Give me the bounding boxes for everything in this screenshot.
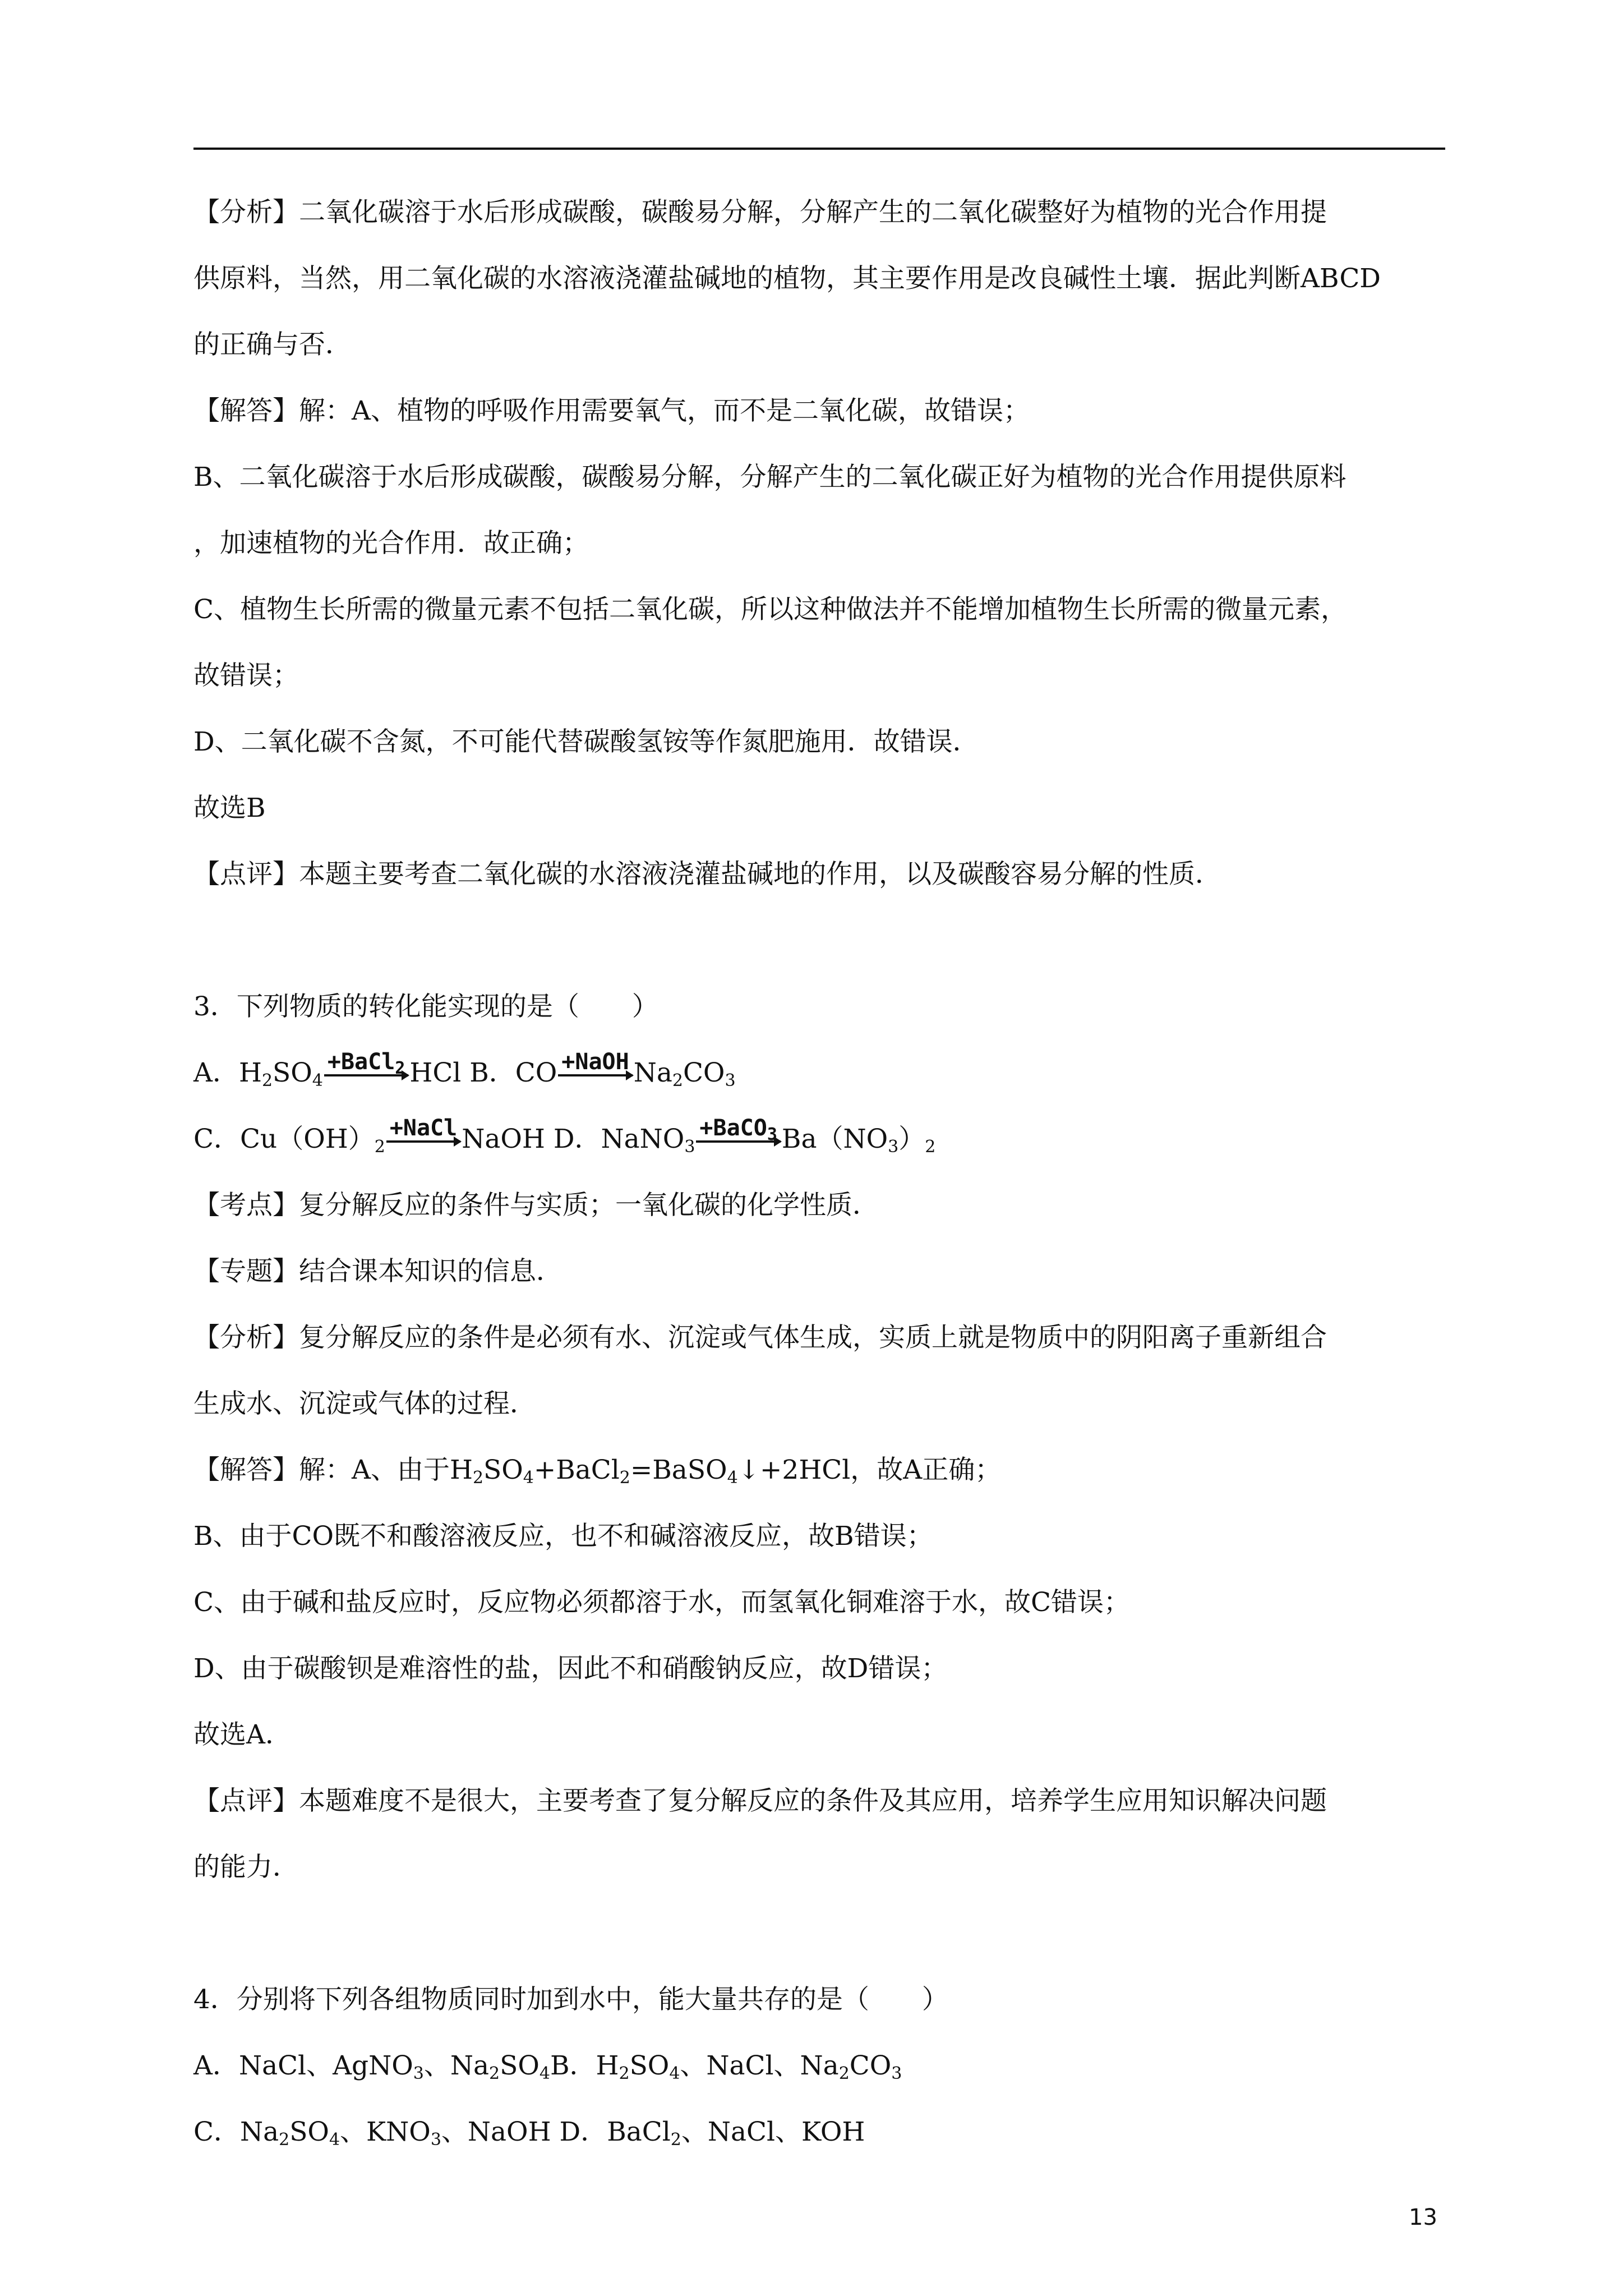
question-3-options-ab: A．$H_2SO_4$ +BaCl$_2$ HCl B．CO +NaOH $Na_2CO_3$	[193, 1049, 736, 1091]
answer-choice: 故选B	[193, 793, 266, 823]
reaction-arrow-c: +NaCl	[386, 1128, 460, 1155]
spacer	[193, 1901, 1445, 1967]
question-3-comment-1: 【点评】本题难度不是很大，主要考查了复分解反应的条件及其应用，培养学生应用知识解决问题	[193, 1786, 1327, 1816]
solution-line-c2: 故错误；	[193, 660, 299, 691]
question-3-zhuanti: 【专题】结合课本知识的信息．	[193, 1256, 562, 1287]
question-3-choice: 故选A．	[193, 1719, 292, 1750]
solution-line-c1: C、植物生长所需的微量元素不包括二氧化碳，所以这种做法并不能增加植物生长所需的微量元素，	[193, 594, 1347, 625]
solution-line-b2: ，加速植物的光合作用．故正确；	[193, 528, 589, 559]
spacer	[193, 908, 1445, 974]
analysis-line-3: 的正确与否．	[193, 329, 352, 360]
question-3-solution-a: 【解答】解：A、由于$H_2SO_4+BaCl_2=BaSO_4↓+2HCl$，故A正确；	[193, 1455, 1002, 1488]
reaction-arrow-d: +BaCO$_3$	[696, 1128, 780, 1155]
page-number: 13	[1409, 2205, 1437, 2230]
question-3-kaodian: 【考点】复分解反应的条件与实质；一氧化碳的化学性质．	[193, 1190, 879, 1221]
question-3-options-cd: C．$Cu(OH)_2$ +NaCl NaOH D．NaNO$_3$ +BaCO$_3$ $Ba(NO_3)_2$	[193, 1115, 936, 1157]
analysis-line-1: 【分析】二氧化碳溶于水后形成碳酸，碳酸易分解，分解产生的二氧化碳整好为植物的光合作用提	[193, 197, 1327, 228]
question-3-analysis-2: 生成水、沉淀或气体的过程．	[193, 1388, 536, 1419]
reaction-arrow-a: +BaCl$_2$	[324, 1062, 408, 1089]
question-3-stem: 3．下列物质的转化能实现的是（ ）	[193, 991, 658, 1022]
reaction-arrow-b: +NaOH	[558, 1062, 632, 1089]
question-4-stem: 4．分别将下列各组物质同时加到水中，能大量共存的是（ ）	[193, 1984, 948, 2015]
question-3-analysis-1: 【分析】复分解反应的条件是必须有水、沉淀或气体生成，实质上就是物质中的阴阳离子重新组合	[193, 1322, 1327, 1353]
question-3-solution-b: B、由于CO既不和酸溶液反应，也不和碱溶液反应，故B错误；	[193, 1521, 933, 1552]
question-3-solution-c: C、由于碱和盐反应时，反应物必须都溶于水，而氢氧化铜难溶于水，故C错误；	[193, 1587, 1130, 1618]
question-4-options-cd: C．$Na_2SO_4$、$KNO_3$、NaOH D．BaCl$_2$、NaCl、KOH	[193, 2116, 865, 2150]
solution-line-d: D、二氧化碳不含氮，不可能代替碳酸氢铵等作氮肥施用．故错误．	[193, 726, 979, 757]
question-3-solution-d: D、由于碳酸钡是难溶性的盐，因此不和硝酸钠反应，故D错误；	[193, 1653, 948, 1684]
question-3-comment-2: 的能力．	[193, 1852, 299, 1883]
page-content	[193, 180, 1445, 2165]
analysis-line-2: 供原料，当然，用二氧化碳的水溶液浇灌盐碱地的植物，其主要作用是改良碱性土壤．据此判断ABCD	[193, 263, 1381, 294]
header-rule	[193, 148, 1445, 150]
comment-line: 【点评】本题主要考查二氧化碳的水溶液浇灌盐碱地的作用，以及碳酸容易分解的性质．	[193, 859, 1221, 890]
solution-line-a: 【解答】解：A、植物的呼吸作用需要氧气，而不是二氧化碳，故错误；	[193, 395, 1030, 426]
question-4-options-ab: A．NaCl、AgNO$_3$、$Na_2SO_4B$．$H_2SO_4$、NaCl、$Na_2CO_3$	[193, 2050, 902, 2083]
solution-line-b1: B、二氧化碳溶于水后形成碳酸，碳酸易分解，分解产生的二氧化碳正好为植物的光合作用提供原料	[193, 462, 1347, 493]
